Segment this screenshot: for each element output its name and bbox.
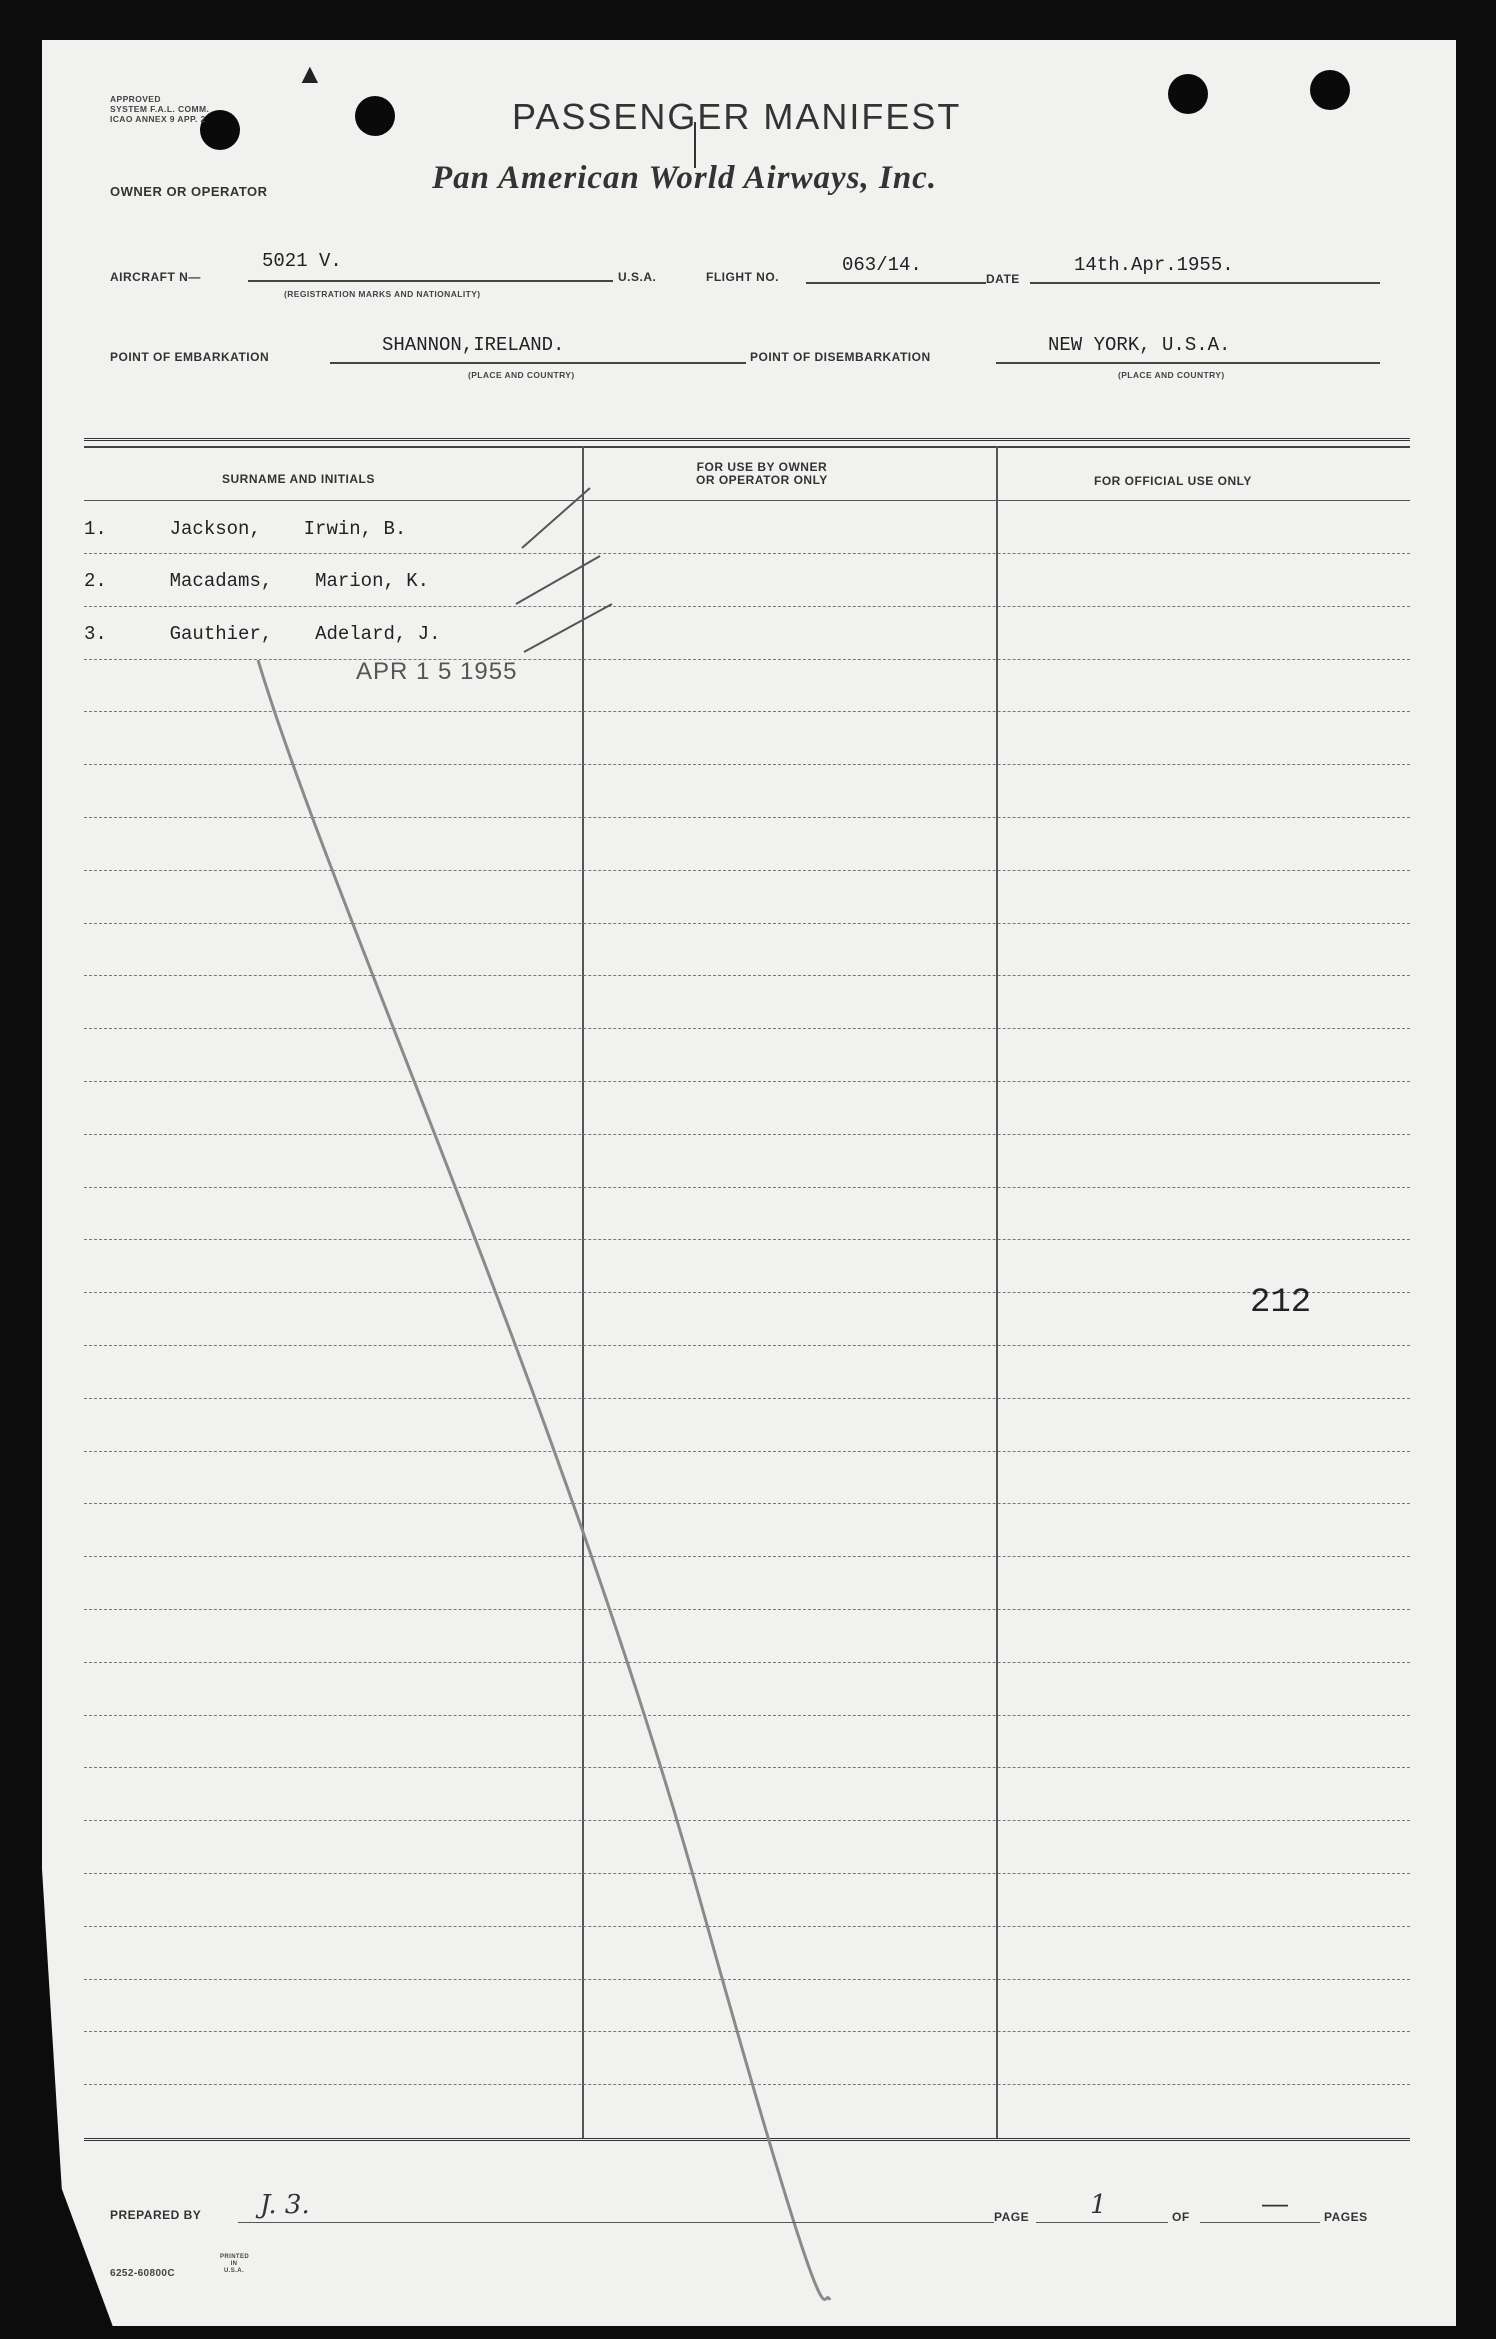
passenger-given-name: Irwin, B.	[303, 518, 407, 540]
disembarkation-caption: (PLACE AND COUNTRY)	[1118, 370, 1225, 380]
col-header-surname: SURNAME AND INITIALS	[222, 472, 375, 486]
aircraft-label: AIRCRAFT N—	[110, 270, 201, 284]
registration-caption: (REGISTRATION MARKS AND NATIONALITY)	[284, 289, 481, 299]
pencil-stroke	[258, 660, 830, 2300]
date-label: DATE	[986, 272, 1020, 286]
page-value: 1	[1090, 2190, 1107, 2220]
prepared-by-label: PREPARED BY	[110, 2208, 202, 2222]
passenger-surname: Gauthier,	[169, 623, 273, 645]
passenger-surname: Macadams,	[169, 570, 273, 592]
col-header-owner-line: FOR USE BY OWNER	[696, 460, 828, 474]
disembarkation-label: POINT OF DISEMBARKATION	[750, 350, 931, 364]
prepared-by-value: J. 3.	[260, 2190, 310, 2220]
form-number: 6252-60800C	[110, 2268, 176, 2279]
passenger-surname: Jackson,	[169, 518, 261, 540]
col-header-official: FOR OFFICIAL USE ONLY	[1094, 474, 1252, 488]
aircraft-value: 5021 V.	[262, 250, 342, 272]
col-header-owner-line: OR OPERATOR ONLY	[696, 473, 828, 487]
approval-line: APPROVED	[110, 94, 161, 104]
ink-mark: ▲	[296, 58, 324, 89]
flight-value: 063/14.	[842, 254, 922, 276]
row-number: 1.	[84, 518, 107, 540]
owner-label: OWNER OR OPERATOR	[110, 184, 268, 199]
date-stamp: APR 1 5 1955	[356, 658, 518, 685]
prepared-underline	[238, 2222, 994, 2223]
of-value: —	[1262, 2188, 1288, 2218]
embarkation-caption: (PLACE AND COUNTRY)	[468, 370, 575, 380]
flight-label: FLIGHT NO.	[706, 270, 779, 284]
passenger-given-name: Marion, K.	[315, 570, 430, 592]
check-mark	[522, 488, 590, 548]
date-value: 14th.Apr.1955.	[1074, 254, 1234, 276]
printed-mark: PRINTED IN U.S.A.	[220, 2254, 250, 2274]
row-number: 3.	[84, 623, 107, 645]
embarkation-label: POINT OF EMBARKATION	[110, 350, 270, 364]
page-label: PAGE	[994, 2210, 1030, 2224]
disembarkation-value: NEW YORK, U.S.A.	[1048, 334, 1231, 356]
of-label: OF	[1172, 2210, 1190, 2224]
usa-label: U.S.A.	[618, 270, 657, 284]
passenger-given-name: Adelard, J.	[315, 623, 441, 645]
approval-line: ICAO ANNEX 9 APP. 2	[110, 114, 206, 124]
pages-label: PAGES	[1324, 2210, 1368, 2224]
form-title: PASSENGER MANIFEST	[512, 96, 962, 137]
official-number: 212	[1250, 1284, 1312, 1322]
operator-name: Pan American World Airways, Inc.	[432, 160, 938, 196]
row-number: 2.	[84, 570, 107, 592]
check-mark	[524, 604, 612, 652]
page-underline	[1036, 2222, 1168, 2223]
approval-line: SYSTEM F.A.L. COMM.	[110, 104, 210, 114]
of-underline	[1200, 2222, 1320, 2223]
check-mark	[516, 556, 600, 604]
embarkation-value: SHANNON,IRELAND.	[382, 334, 565, 356]
